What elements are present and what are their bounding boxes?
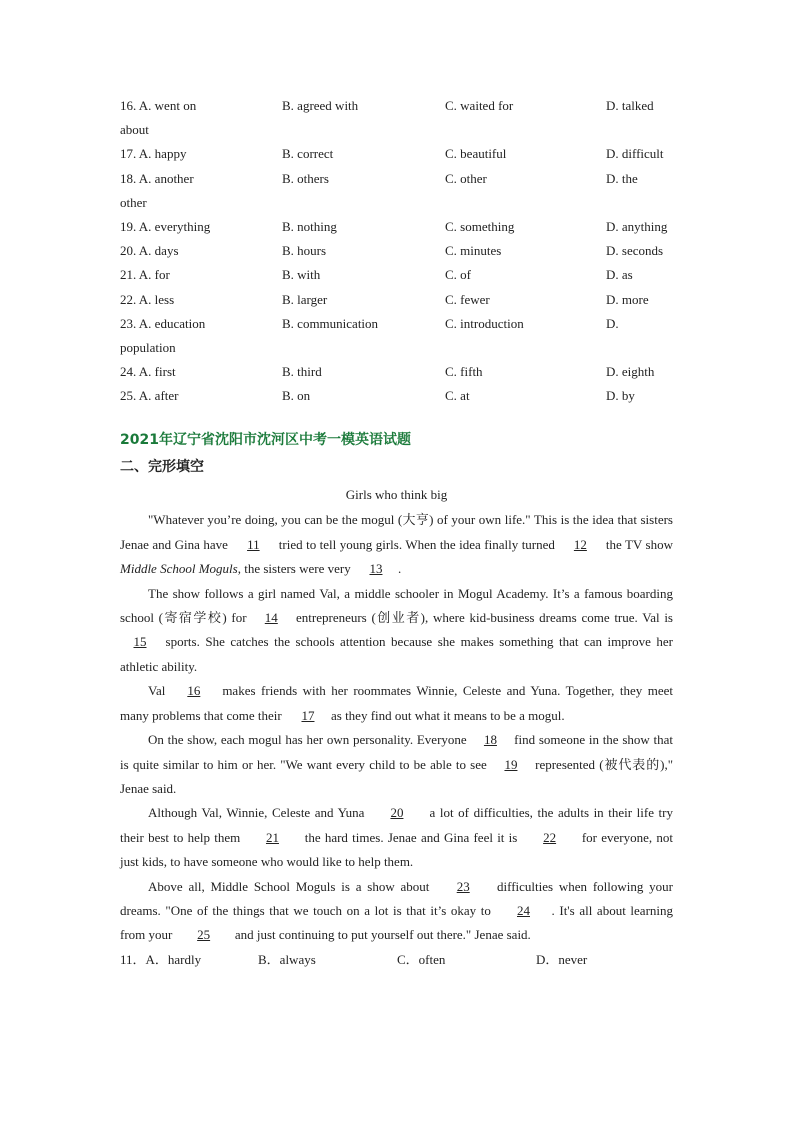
option-wrap-text: other [120,194,147,210]
option-d[interactable]: D. eighth [606,364,655,380]
paragraph-5: Although Val, Winnie, Celeste and Yuna 20 a lot of difficulties, the adults in their life try their best to help them 21 the hard times. Jenae and Gina feel it is 22 for everyone, not just kids, to have someone who would like to help them. [120,801,673,874]
option-row [120,94,673,118]
blank-11[interactable]: 11 [247,536,260,552]
option-c[interactable]: C. something [445,218,515,234]
option-row [120,384,673,408]
blank-13[interactable]: 13 [369,561,383,577]
option-c[interactable]: C. minutes [445,243,502,259]
option-d[interactable]: D. anything [606,218,668,234]
option-a[interactable]: 20. A. days [120,243,179,259]
option-row [120,142,673,166]
blank-18[interactable]: 18 [483,732,497,748]
blank-22[interactable]: 22 [543,829,557,845]
option-d[interactable]: D. talked [606,98,654,113]
option-b[interactable]: B. nothing [282,218,337,234]
option-a[interactable]: 16. A. went on [120,98,197,113]
blank-14[interactable]: 14 [264,610,278,626]
option-a[interactable]: 23. A. education [120,315,206,331]
exam-heading: 2021年辽宁省沈阳市沈河区中考一模英语试题 [120,432,411,449]
option-row [120,312,673,336]
option-b[interactable]: B. correct [282,146,334,162]
option-row [120,239,673,263]
option-a[interactable]: 21. A. for [120,267,170,283]
option-row [120,215,673,239]
blank-16[interactable]: 16 [187,683,201,699]
option-d[interactable]: D. as [606,267,633,283]
q11-option-d[interactable]: D．never [536,951,588,967]
option-wrap-text: about [120,122,149,138]
paragraph-6: Above all, Middle School Moguls is a show about 23 difficulties when following your dreams. "One of the things that we touch on a lot is that it’s okay to 24 . It's all about learning from your 25 and just continuing to put yourself out there." Jenae said. [120,875,673,948]
option-c[interactable]: C. waited for [445,98,514,113]
option-a[interactable]: 24. A. first [120,364,176,380]
option-row [120,360,673,384]
option-c[interactable]: C. introduction [445,315,524,331]
option-b[interactable]: B. agreed with [282,98,359,113]
blank-23[interactable]: 23 [456,878,470,894]
blank-24[interactable]: 24 [517,902,530,918]
option-d[interactable]: D. [606,315,619,331]
option-c[interactable]: C. fewer [445,291,490,307]
option-a[interactable]: 25. A. after [120,388,179,404]
option-d[interactable]: D. seconds [606,243,664,259]
option-d[interactable]: D. the [606,170,638,186]
option-b[interactable]: B. others [282,170,329,186]
option-row [120,288,673,312]
options-block [120,94,673,408]
option-a[interactable]: 18. A. another [120,170,194,186]
option-a[interactable]: 22. A. less [120,291,175,307]
option-wrap-text: population [120,339,176,355]
option-b[interactable]: B. third [282,364,322,380]
option-d[interactable]: D. by [606,388,635,404]
option-b[interactable]: B. hours [282,243,327,259]
option-b[interactable]: B. with [282,267,321,283]
option-b[interactable]: B. communication [282,315,379,331]
blank-19[interactable]: 19 [504,756,518,772]
blank-17[interactable]: 17 [301,707,315,723]
section-title: 二、完形填空 [120,459,204,476]
option-c[interactable]: C. beautiful [445,146,507,162]
option-c[interactable]: C. other [445,170,487,186]
paragraph-3: Val 16 makes friends with her roommates Winnie, Celeste and Yuna. Together, they meet many problems that come their 17 as they find out what it means to be a mogul. [120,679,673,728]
paragraph-4: On the show, each mogul has her own personality. Everyone 18 find someone in the show that is quite similar to him or her. "We want every child to be able to see 19 represented (被代表的)," Jenae said. [120,728,673,801]
blank-20[interactable]: 20 [390,805,404,821]
option-b[interactable]: B. larger [282,291,328,307]
option-row [120,167,673,191]
blank-15[interactable]: 15 [133,634,147,650]
paragraph-2: The show follows a girl named Val, a middle schooler in Mogul Academy. It’s a famous boarding school (寄宿学校) for 14 entrepreneurs (创业者), where kid-business dreams come true. Val is 15 sports. She catches the schools attention because she makes something that can improve her athletic ability. [120,585,673,674]
option-b[interactable]: B. on [282,388,311,404]
option-d[interactable]: D. more [606,291,649,307]
blank-12[interactable]: 12 [573,536,587,552]
blank-25[interactable]: 25 [197,927,211,943]
option-c[interactable]: C. at [445,388,470,404]
paragraph-1: "Whatever you’re doing, you can be the mogul (大亨) of your own life." This is the idea that sisters Jenae and Gina have 11 tried to tell young girls. When the idea finally turned 12 the TV show Middle School Moguls, the sisters were very 13 . [120,508,673,581]
passage-title: Girls who think big [345,487,448,503]
option-a[interactable]: 17. A. happy [120,146,187,162]
q11-option-b[interactable]: B．always [258,951,316,967]
q11-option-a[interactable]: 11．A．hardly [120,951,202,967]
option-row [120,263,673,287]
blank-21[interactable]: 21 [265,829,279,845]
q11-option-c[interactable]: C．often [397,951,446,967]
option-a[interactable]: 19. A. everything [120,218,211,234]
option-c[interactable]: C. of [445,267,471,283]
question-11-options [120,948,673,972]
exam-page [120,94,673,972]
show-name: Middle School Moguls [120,561,238,577]
option-c[interactable]: C. fifth [445,364,483,380]
option-d[interactable]: D. difficult [606,146,664,162]
